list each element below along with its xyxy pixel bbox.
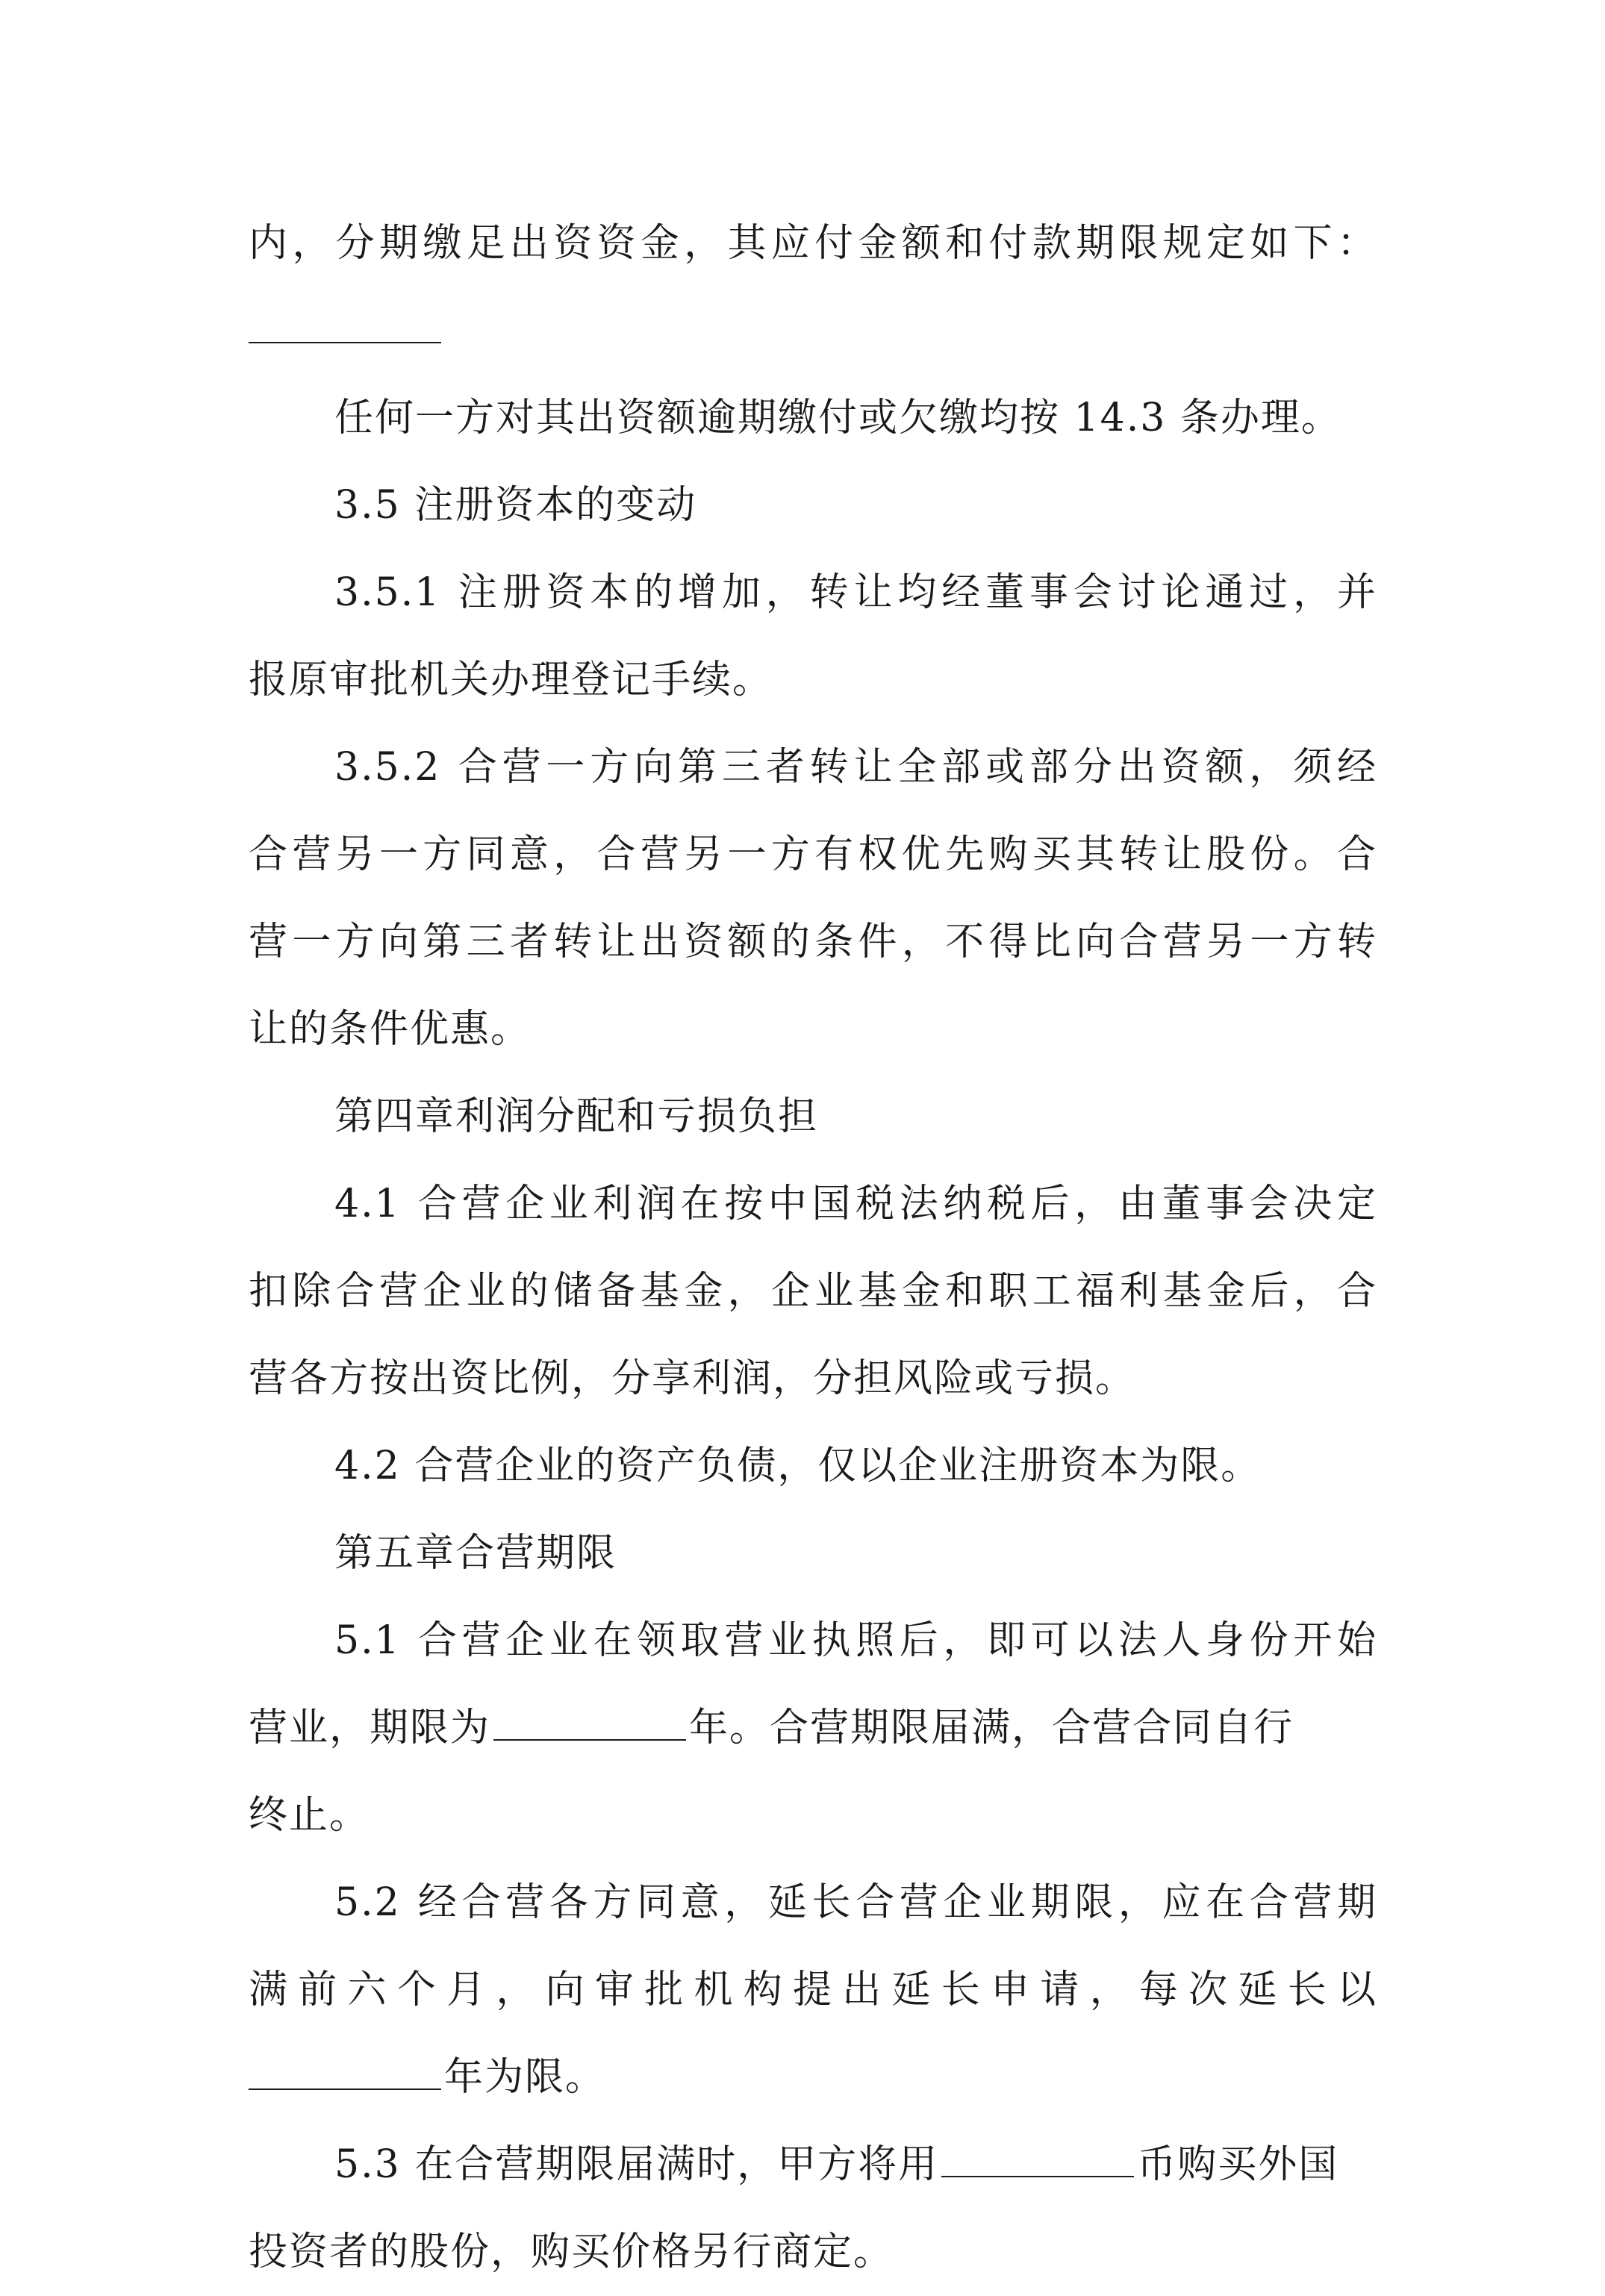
fill-in-blank[interactable] [249,303,441,343]
text-line: 营一方向第三者转让出资额的条件，不得比向合营另一方转 [249,920,1377,964]
fill-in-blank[interactable] [493,1700,686,1741]
document-body [249,200,1377,2296]
section-heading: 3.5 注册资本的变动 [334,483,697,528]
text-line: 满前六个月，向审批机构提出延长申请，每次延长以 [249,1968,1377,2012]
text-line: 终止。 [249,1793,370,1838]
text-line: 3.5.2 合营一方向第三者转让全部或部分出资额，须经 [334,745,1377,790]
text-line: 内，分期缴足出资资金，其应付金额和付款期限规定如下： [249,221,1377,266]
fill-in-blank[interactable] [941,2137,1134,2177]
text-line: 让的条件优惠。 [249,1007,532,1052]
text-line: 扣除合营企业的储备基金，企业基金和职工福利基金后，合 [249,1269,1377,1314]
text-line: 3.5.1 注册资本的增加，转让均经董事会讨论通过，并 [334,570,1377,615]
text-line: 5.3 在合营期限届满时，甲方将用 币购买外国 [249,2121,1377,2209]
fill-in-blank[interactable] [249,2050,441,2090]
text-line: 年为限。 [249,2034,1377,2121]
text-line: 营各方按出资比例，分享利润，分担风险或亏损。 [249,1356,1136,1401]
text-line: 4.2 合营企业的资产负债，仅以企业注册资本为限。 [334,1444,1262,1488]
text-line: 5.1 合营企业在领取营业执照后，即可以法人身份开始 [334,1618,1377,1663]
chapter-heading: 第四章利润分配和亏损负担 [334,1094,819,1139]
text-line: 任何一方对其出资额逾期缴付或欠缴均按 14.3 条办理。 [334,396,1341,440]
text-line: 投资者的股份，购买价格另行商定。 [249,2230,894,2274]
text-line: 4.1 合营企业利润在按中国税法纳税后，由董事会决定 [334,1182,1377,1226]
text-line: 营业，期限为 年。合营期限届满，合营合同自行 [249,1685,1377,1772]
text-line: 合营另一方同意，合营另一方有权优先购买其转让股份。合 [249,832,1377,877]
text-line: 报原审批机关办理登记手续。 [249,658,773,702]
chapter-heading: 第五章合营期限 [334,1531,617,1576]
text-line: 5.2 经合营各方同意，延长合营企业期限，应在合营期 [334,1880,1377,1925]
text-line [249,287,1377,375]
